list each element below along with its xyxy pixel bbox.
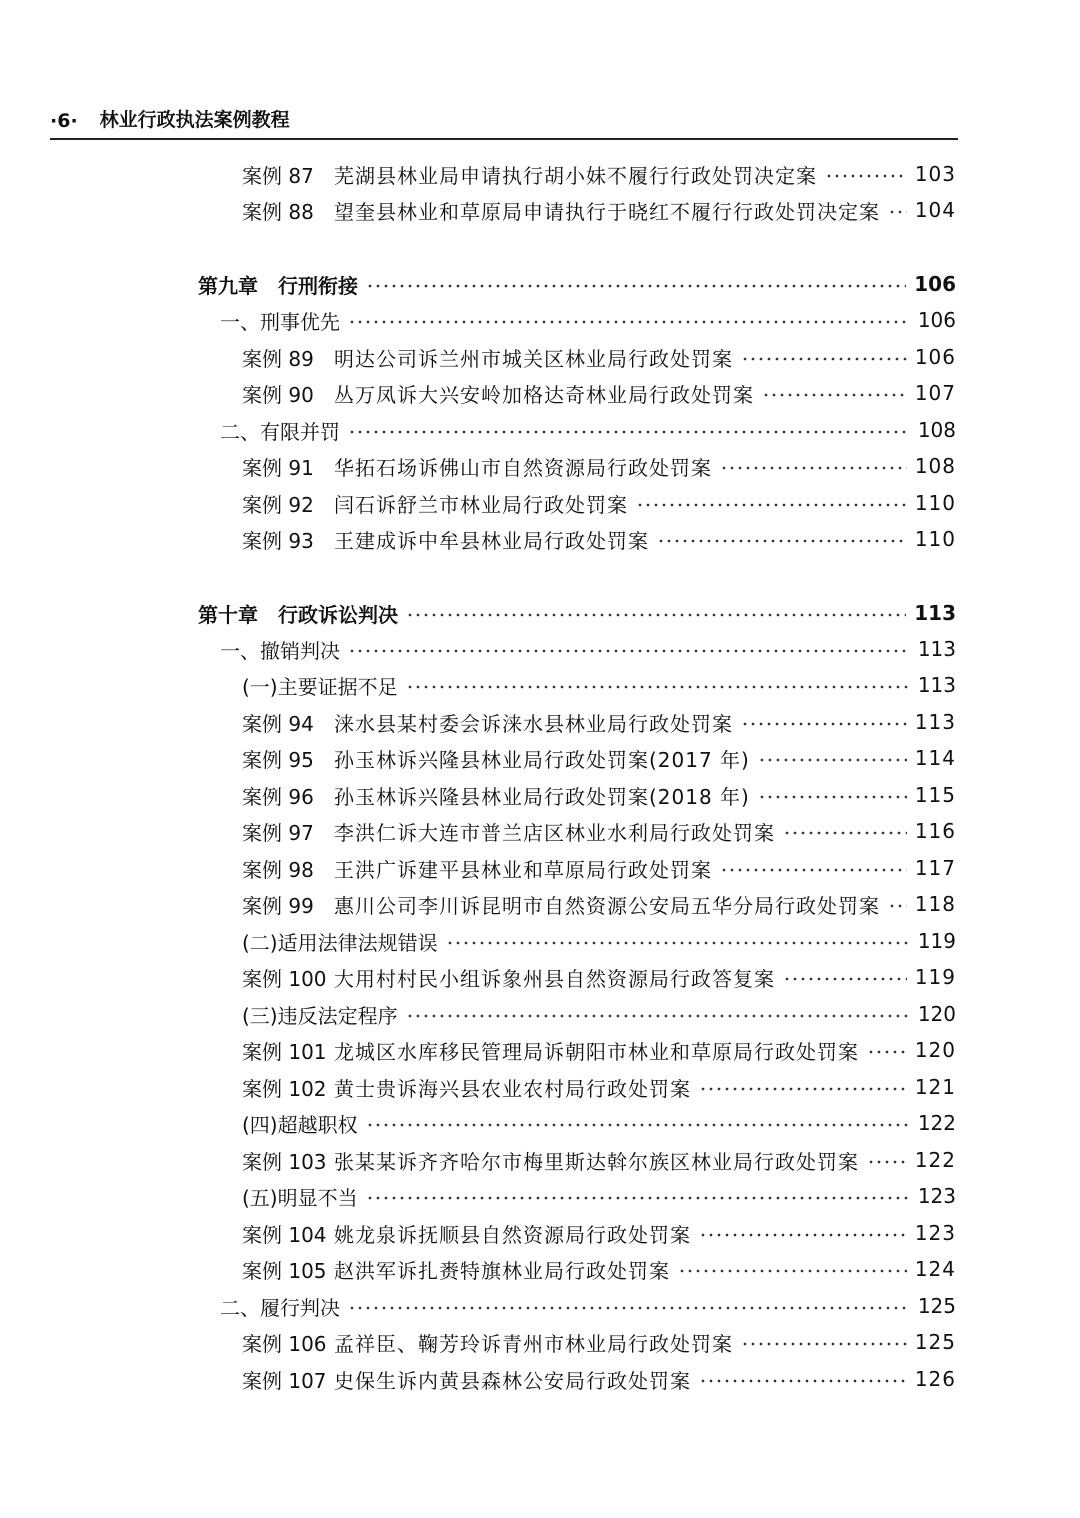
toc-entry-title [242,1073,691,1102]
toc-entry-label: 案例 91 [242,455,314,480]
toc-case-entry [242,1324,956,1360]
toc-entry-label: 案例 96 [242,784,314,809]
toc-entry-label: 案例 105 [242,1258,327,1283]
toc-entry-page: 123 [917,1184,956,1208]
toc-entry-page: 116 [914,819,956,843]
toc-entry-title [242,1219,691,1248]
toc-entry-title [242,196,880,225]
toc-entry-page: 120 [917,1002,956,1026]
toc-case-entry [242,1251,956,1287]
toc-case-entry [242,448,956,484]
toc-entry-page: 106 [914,272,956,296]
toc-entry-label: 案例 106 [242,1331,327,1356]
toc-case-entry [242,375,956,411]
toc-entry-page: 113 [917,673,956,697]
toc-entry-title [220,416,340,445]
toc-entry-page: 114 [914,746,956,770]
toc-entry-text: 孙玉林诉兴隆县林业局行政处罚案(2017 年) [334,747,750,772]
toc-entry-label: 案例 97 [242,820,314,845]
toc-entry-label: 第九章 [198,273,258,298]
toc-subsection-entry [242,1105,956,1141]
toc-entry-label: 案例 107 [242,1368,327,1393]
toc-entry-text: 行政诉讼判决 [278,602,398,627]
toc-entry-title [198,599,398,628]
toc-entry-title [242,160,817,189]
toc-entry-text: 孙玉林诉兴隆县林业局行政处罚案(2018 年) [334,784,750,809]
toc-entry-text: 二、履行判决 [220,1295,340,1320]
toc-case-entry [242,813,956,849]
toc-subsection-entry [242,1178,956,1214]
toc-entry-label: 案例 87 [242,163,314,188]
dot-leader [699,1379,907,1383]
toc-entry-text: 史保生诉内黄县森林公安局行政处罚案 [334,1368,691,1393]
toc-entry-label: 案例 101 [242,1039,327,1064]
dot-leader [366,284,906,288]
dot-leader [366,1196,910,1200]
dot-leader [406,1014,910,1018]
toc-case-entry [242,485,956,521]
toc-entry-title [198,270,358,299]
toc-entry-page: 108 [917,418,956,442]
toc-subsection-entry [242,923,956,959]
toc-case-entry [242,1142,956,1178]
toc-entry-page: 103 [914,162,956,186]
toc-entry-label: 案例 93 [242,528,314,553]
dot-leader [741,722,907,726]
dot-leader [678,1269,907,1273]
dot-leader [867,1160,907,1164]
toc-section-entry [220,412,956,448]
toc-entry-title [242,379,754,408]
dot-leader [348,1306,910,1310]
toc-entry-page: 122 [914,1148,956,1172]
toc-entry-title [220,1292,340,1321]
book-title: 林业行政执法案例教程 [99,109,290,131]
toc-entry-page: 124 [914,1257,956,1281]
toc-case-entry [242,339,956,375]
toc-entry-text: 王建成诉中牟县林业局行政处罚案 [334,528,649,553]
toc-entry-page: 113 [914,710,956,734]
toc-case-entry [242,1215,956,1251]
toc-entry-page: 119 [917,929,956,953]
toc-section-entry [220,1288,956,1324]
toc-entry-text: (三)违反法定程序 [242,1003,398,1028]
toc-entry-text: 张某某诉齐齐哈尔市梅里斯达斡尔族区林业局行政处罚案 [334,1149,859,1174]
toc-entry-page: 120 [914,1038,956,1062]
toc-entry-title [242,1255,670,1284]
toc-case-entry [242,850,956,886]
toc-entry-title [242,854,712,883]
toc-entry-page: 122 [917,1111,956,1135]
toc-entry-text: (一)主要证据不足 [242,674,398,699]
toc-entry-text: 二、有限并罚 [220,419,340,444]
toc-case-entry [242,156,956,192]
dot-leader [741,1342,907,1346]
toc-entry-title [242,343,733,372]
toc-entry-title [242,1365,691,1394]
toc-entry-title [242,744,750,773]
page-number: ·6· [50,110,78,132]
toc-case-entry [242,1069,956,1105]
dot-leader [636,503,907,507]
toc-entry-label: 案例 95 [242,747,314,772]
dot-leader [699,1087,907,1091]
toc-case-entry [242,704,956,740]
toc-entry-title [242,525,649,554]
dot-leader [348,430,910,434]
toc-entry-title [242,489,628,518]
toc-entry-text: 华拓石场诉佛山市自然资源局行政处罚案 [334,455,712,480]
dot-leader [825,174,907,178]
toc-case-entry [242,886,956,922]
toc-entry-title [242,708,733,737]
toc-entry-title [242,452,712,481]
toc-entry-text: 行刑衔接 [278,273,358,298]
toc-entry-label: 第十章 [198,602,258,627]
toc-entry-label: 案例 103 [242,1149,327,1174]
dot-leader [406,685,910,689]
toc-entry-text: (二)适用法律法规错误 [242,930,438,955]
toc-entry-page: 125 [914,1330,956,1354]
toc-entry-title [242,1146,859,1175]
toc-entry-text: 涞水县某村委会诉涞水县林业局行政处罚案 [334,711,733,736]
toc-entry-text: (四)超越职权 [242,1112,358,1137]
dot-leader [720,868,907,872]
toc-case-entry [242,192,956,228]
toc-entry-text: (五)明显不当 [242,1185,358,1210]
toc-entry-text: 黄士贵诉海兴县农业农村局行政处罚案 [334,1076,691,1101]
toc-entry-label: 案例 90 [242,382,314,407]
dot-leader [888,904,907,908]
dot-leader [741,357,907,361]
toc-entry-title [220,306,340,335]
toc-entry-page: 107 [914,381,956,405]
toc-entry-page: 106 [914,345,956,369]
toc-entry-title [242,1000,398,1029]
toc-entry-text: 惠川公司李川诉昆明市自然资源公安局五华分局行政处罚案 [334,893,880,918]
dot-leader [758,795,907,799]
dot-leader [657,539,907,543]
toc-entry-title [242,1182,358,1211]
toc-entry-page: 106 [917,308,956,332]
toc-case-entry [242,1032,956,1068]
toc-entry-title [242,963,775,992]
toc-entry-page: 110 [914,491,956,515]
dot-leader [783,831,907,835]
toc-entry-text: 一、撤销判决 [220,638,340,663]
toc-case-entry [242,959,956,995]
toc-entry-title [242,927,438,956]
toc-entry-label: 案例 99 [242,893,314,918]
toc-entry-page: 113 [917,637,956,661]
toc-entry-page: 118 [914,892,956,916]
toc-entry-title [220,635,340,664]
toc-entry-text: 望奎县林业和草原局申请执行于晓红不履行行政处罚决定案 [334,199,880,224]
toc-entry-text: 龙城区水库移民管理局诉朝阳市林业和草原局行政处罚案 [334,1039,859,1064]
dot-leader [720,466,907,470]
toc-entry-page: 108 [914,454,956,478]
toc-case-entry [242,1361,956,1397]
toc-subsection-entry [242,996,956,1032]
toc-entry-label: 案例 102 [242,1076,327,1101]
toc-section-entry [220,631,956,667]
dot-leader [366,1123,910,1127]
toc-entry-page: 117 [914,856,956,880]
toc-entry-title [242,1328,733,1357]
toc-entry-text: 闫石诉舒兰市林业局行政处罚案 [334,492,628,517]
toc-section-entry [220,302,956,338]
toc-chapter-entry [198,266,956,302]
toc-entry-text: 一、刑事优先 [220,309,340,334]
dot-leader [446,941,910,945]
dot-leader [348,320,910,324]
toc-chapter-entry [198,595,956,631]
dot-leader [348,649,910,653]
toc-case-entry [242,777,956,813]
dot-leader [758,758,907,762]
toc-entry-label: 案例 88 [242,199,314,224]
toc-entry-title [242,671,398,700]
toc-entry-label: 案例 100 [242,966,327,991]
dot-leader [867,1050,907,1054]
toc-entry-page: 126 [914,1367,956,1391]
toc-entry-text: 大用村村民小组诉象州县自然资源局行政答复案 [334,966,775,991]
toc-entry-text: 芜湖县林业局申请执行胡小妹不履行行政处罚决定案 [334,163,817,188]
dot-leader [888,210,907,214]
dot-leader [406,613,906,617]
toc-entry-title [242,890,880,919]
dot-leader [699,1233,907,1237]
toc-entry-page: 104 [914,198,956,222]
toc-entry-page: 121 [914,1075,956,1099]
toc-case-entry [242,521,956,557]
dot-leader [783,977,907,981]
toc-entry-label: 案例 92 [242,492,314,517]
toc-entry-text: 赵洪军诉扎赉特旗林业局行政处罚案 [334,1258,670,1283]
toc-entry-label: 案例 98 [242,857,314,882]
running-header [50,108,958,140]
toc-entry-title [242,1109,358,1138]
toc-entry-text: 姚龙泉诉抚顺县自然资源局行政处罚案 [334,1222,691,1247]
toc-entry-page: 113 [914,601,956,625]
toc-entry-text: 李洪仁诉大连市普兰店区林业水利局行政处罚案 [334,820,775,845]
toc-entry-page: 125 [917,1294,956,1318]
toc-entry-title [242,781,750,810]
toc-entry-label: 案例 89 [242,346,314,371]
dot-leader [762,393,907,397]
toc-entry-text: 明达公司诉兰州市城关区林业局行政处罚案 [334,346,733,371]
toc-entry-text: 丛万凤诉大兴安岭加格达奇林业局行政处罚案 [334,382,754,407]
toc-entry-page: 115 [914,783,956,807]
toc-entry-text: 王洪广诉建平县林业和草原局行政处罚案 [334,857,712,882]
toc-entry-label: 案例 104 [242,1222,327,1247]
toc-entry-page: 110 [914,527,956,551]
toc-subsection-entry [242,667,956,703]
toc-entry-page: 123 [914,1221,956,1245]
toc-entry-page: 119 [914,965,956,989]
toc-case-entry [242,740,956,776]
toc-entry-text: 孟祥臣、鞠芳玲诉青州市林业局行政处罚案 [334,1331,733,1356]
toc-entry-title [242,817,775,846]
toc-entry-title [242,1036,859,1065]
toc-entry-label: 案例 94 [242,711,314,736]
